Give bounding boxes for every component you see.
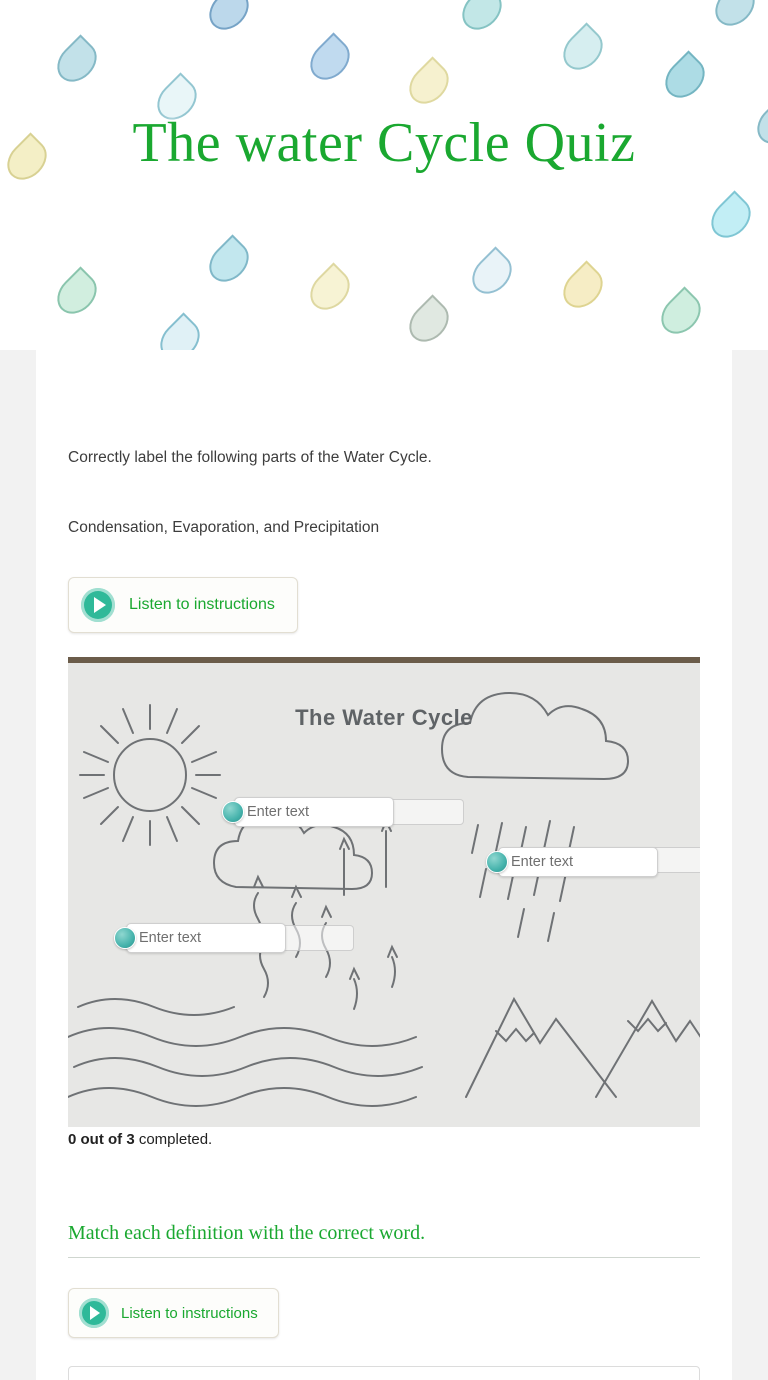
- raindrop-icon-3: [302, 32, 357, 87]
- instruction-text-1: Correctly label the following parts of the Water Cycle.: [68, 449, 432, 466]
- raindrop-icon-1: [49, 34, 104, 89]
- field-marker-icon-1[interactable]: [222, 801, 244, 823]
- raindrop-icon-7: [707, 0, 762, 34]
- listen-label-1: Listen to instructions: [129, 596, 275, 613]
- section-heading-match: Match each definition with the correct word.: [68, 1222, 700, 1258]
- answer-field-3[interactable]: [114, 923, 286, 953]
- raindrop-icon-10: [703, 190, 758, 245]
- raindrop-icon-14: [401, 294, 456, 349]
- listen-label-2: Listen to instructions: [121, 1304, 258, 1322]
- raindrop-icon-11: [49, 266, 104, 321]
- raindrop-icon-12: [201, 234, 256, 289]
- raindrop-icon-19: [152, 312, 207, 350]
- listen-to-instructions-button-2[interactable]: [68, 1288, 279, 1338]
- raindrop-icon-20: [464, 246, 519, 301]
- page-title: The water Cycle Quiz: [132, 112, 636, 174]
- answer-input-3[interactable]: Enter text: [126, 923, 286, 953]
- field-marker-icon-3[interactable]: [114, 927, 136, 949]
- answer-field-2[interactable]: [486, 847, 658, 877]
- raindrop-icon-9: [401, 56, 456, 111]
- progress-suffix: completed.: [134, 1131, 213, 1148]
- instruction-text-2: Condensation, Evaporation, and Precipitation: [68, 519, 380, 536]
- play-icon-2[interactable]: [79, 1298, 109, 1328]
- answer-input-1[interactable]: Enter text: [234, 797, 394, 827]
- answer-input-2[interactable]: Enter text: [498, 847, 658, 877]
- worksheet-title: The Water Cycle: [295, 705, 473, 730]
- field-marker-icon-2[interactable]: [486, 851, 508, 873]
- progress-count: 0 out of 3: [68, 1131, 135, 1148]
- raindrop-icon-4: [454, 0, 509, 38]
- raindrop-icon-16: [653, 286, 708, 341]
- raindrop-icon-5: [555, 22, 610, 77]
- raindrop-icon-2: [201, 0, 256, 38]
- listen-to-instructions-button-1[interactable]: [68, 577, 298, 633]
- raindrop-icon-6: [657, 50, 712, 105]
- play-icon[interactable]: [81, 588, 115, 622]
- worksheet-image: [68, 657, 700, 1127]
- match-panel: [68, 1366, 700, 1380]
- raindrop-icon-13: [302, 262, 357, 317]
- answer-field-1[interactable]: [222, 797, 394, 827]
- page-banner: [0, 0, 768, 350]
- raindrop-icon-15: [555, 260, 610, 315]
- progress-status: [68, 1131, 700, 1148]
- quiz-document: [36, 350, 732, 1380]
